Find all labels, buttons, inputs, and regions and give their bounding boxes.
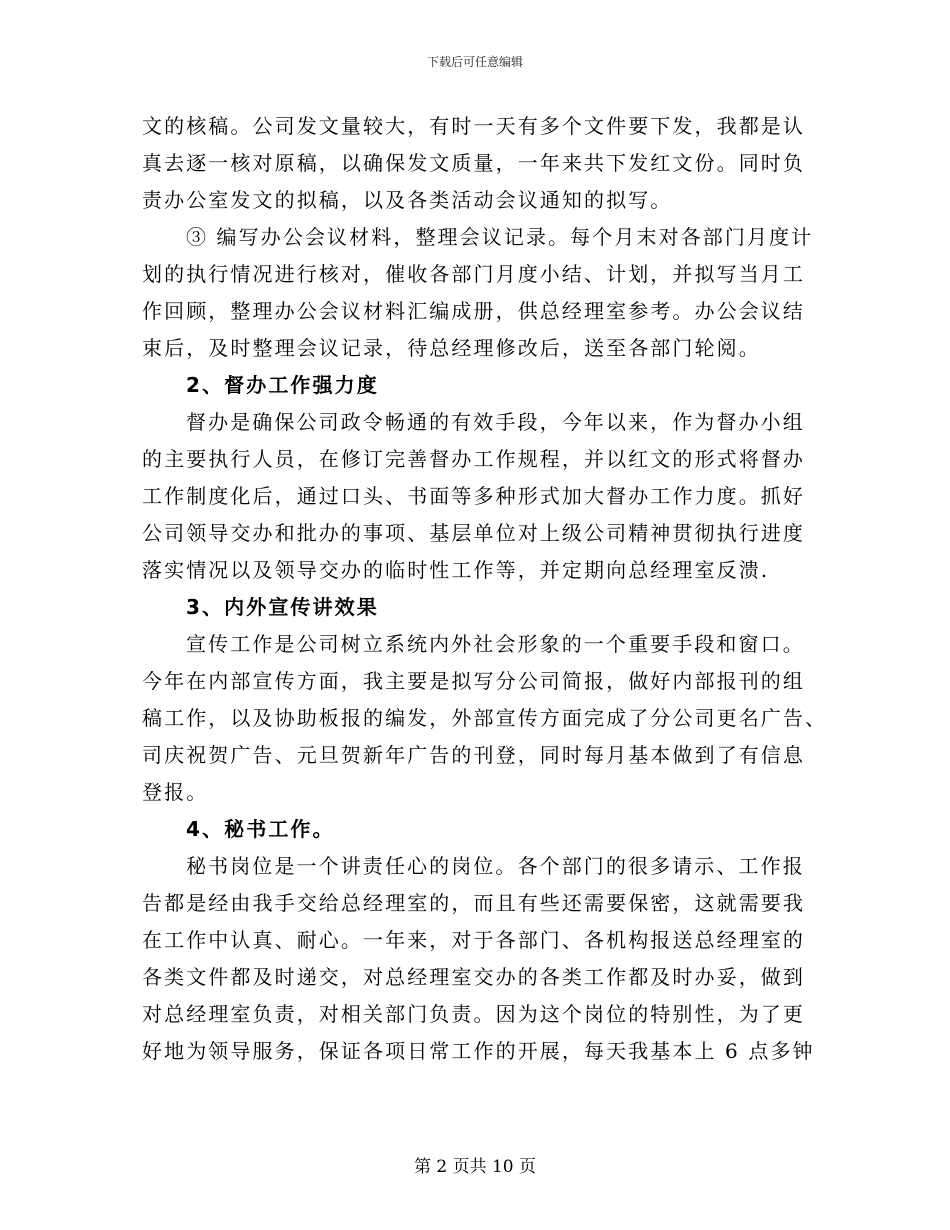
text-line: 真去逐一核对原稿，以确保发文质量，一年来共下发红文份。同时负 (142, 151, 805, 175)
text-line: 责办公室发文的拟稿，以及各类活动会议通知的拟写。 (142, 188, 673, 212)
text-line: 各类文件都及时递交，对总经理室交办的各类工作都及时办妥，做到 (142, 965, 805, 989)
text-line: 在工作中认真、耐心。一年来，对于各部门、各机构报送总经理室的 (142, 928, 805, 952)
text-line: 秘书岗位是一个讲责任心的岗位。各个部门的很多请示、工作报 (186, 854, 805, 878)
document-body (142, 108, 828, 1070)
text-line: 督办是确保公司政令畅通的有效手段，今年以来，作为督办小组 (186, 410, 805, 434)
page-header: 下载后可任意编辑 (426, 55, 523, 69)
text-line: 今年在内部宣传方面，我主要是拟写分公司简报，做好内部报刊的组 (142, 669, 805, 693)
text-line: 对总经理室负责，对相关部门负责。因为这个岗位的特别性，为了更 (142, 1002, 805, 1026)
section-heading: 3、内外宣传讲效果 (186, 595, 379, 619)
text-line: 的主要执行人员，在修订完善督办工作规程，并以红文的形式将督办 (142, 447, 805, 471)
text-line: 好地为领导服务，保证各项日常工作的开展，每天我基本上 6 点多钟 (142, 1039, 815, 1063)
text-line: 稿工作，以及协助板报的编发，外部宣传方面完成了分公司更名广告、 (142, 706, 828, 730)
text-line: 文的核稿。公司发文量较大，有时一天有多个文件要下发，我都是认 (142, 114, 805, 138)
section-heading: 2、督办工作强力度 (186, 373, 379, 397)
text-line: 公司领导交办和批办的事项、基层单位对上级公司精神贯彻执行进度 (142, 521, 805, 545)
text-line: 告都是经由我手交给总经理室的，而且有些还需要保密，这就需要我 (142, 891, 805, 915)
text-line: 登报。 (142, 780, 209, 804)
text-line: 束后，及时整理会议记录，待总经理修改后，送至各部门轮阅。 (142, 336, 761, 360)
text-line: 作回顾，整理办公会议材料汇编成册，供总经理室参考。办公会议结 (142, 299, 805, 323)
section-heading: 4、秘书工作。 (186, 817, 335, 841)
text-line: 工作制度化后，通过口头、书面等多种形式加大督办工作力度。抓好 (142, 484, 805, 508)
text-line: 宣传工作是公司树立系统内外社会形象的一个重要手段和窗口。 (186, 632, 805, 656)
text-line: 划的执行情况进行核对，催收各部门月度小结、计划，并拟写当月工 (142, 262, 805, 286)
text-line: 司庆祝贺广告、元旦贺新年广告的刊登，同时每月基本做到了有信息 (142, 743, 805, 767)
text-line: 落实情况以及领导交办的临时性工作等，并定期向总经理室反溃. (142, 558, 770, 582)
page-number: 第 2 页共 10 页 (413, 1157, 537, 1177)
text-line: ③ 编写办公会议材料，整理会议记录。每个月末对各部门月度计 (186, 225, 814, 249)
